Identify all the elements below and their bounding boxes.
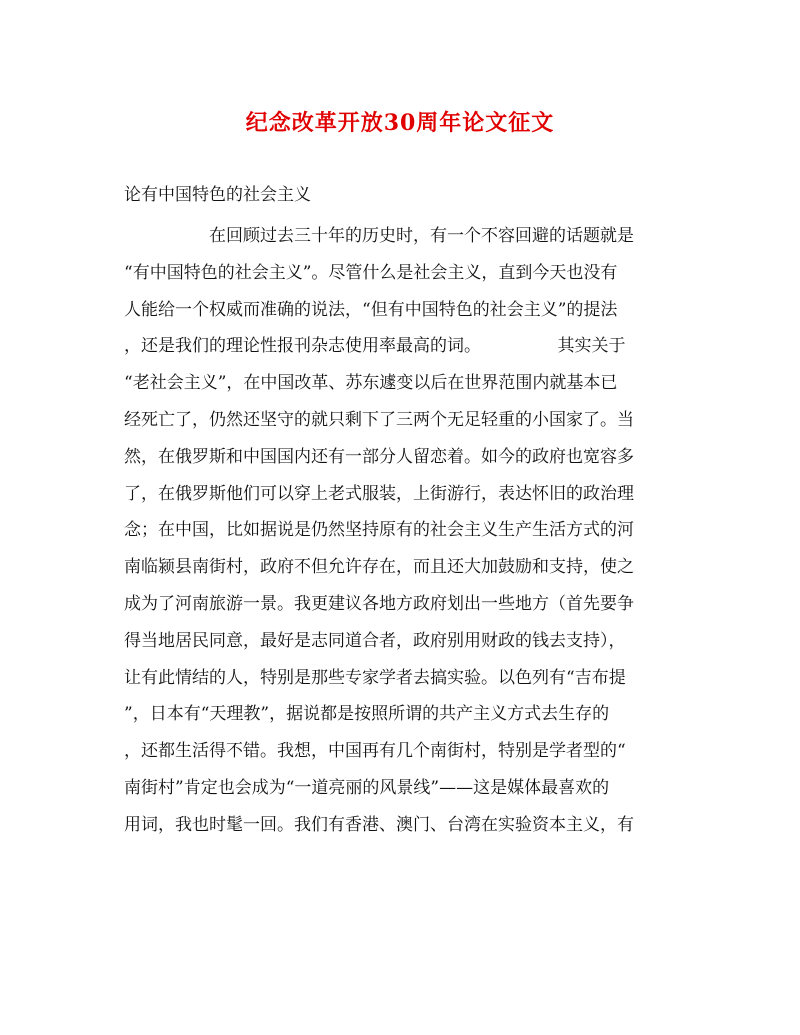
body-line: 让有此情结的人，特别是那些专家学者去搞实验。以色列有“吉布提	[124, 667, 626, 688]
body-line: 然，在俄罗斯和中国国内还有一部分人留恋着。如今的政府也宽容多	[124, 446, 634, 467]
body-line: ，还是我们的理论性报刊杂志使用率最高的词。 其实关于	[124, 336, 626, 357]
body-line: 南街村”肯定也会成为“一道亮丽的风景线”——这是媒体最喜欢的	[124, 777, 610, 798]
body-line: 成为了河南旅游一景。我更建议各地方政府划出一些地方（首先要争	[124, 593, 634, 614]
body-text	[124, 218, 684, 844]
document-subtitle: 论有中国特色的社会主义	[124, 185, 311, 205]
body-line: 用词，我也时髦一回。我们有香港、澳门、台湾在实验资本主义，有	[124, 814, 634, 835]
body-line: “有中国特色的社会主义”。尽管什么是社会主义，直到今天也没有	[124, 262, 618, 283]
body-line: 南临颍县南街村，政府不但允许存在，而且还大加鼓励和支持，使之	[124, 557, 634, 578]
body-line: 念；在中国，比如据说是仍然坚持原有的社会主义生产生活方式的河	[124, 520, 634, 541]
body-line: 经死亡了，仍然还坚守的就只剩下了三两个无足轻重的小国家了。当	[124, 409, 634, 430]
body-line: “老社会主义”，在中国改革、苏东遽变以后在世界范围内就基本已	[124, 373, 618, 394]
document-title: 纪念改革开放30周年论文征文	[245, 110, 555, 136]
body-line: 在回顾过去三十年的历史时，有一个不容回避的话题就是	[124, 226, 634, 246]
body-line: ”，日本有“天理教”，据说都是按照所谓的共产主义方式去生存的	[124, 704, 610, 725]
body-line: ，还都生活得不错。我想，中国再有几个南街村，特别是学者型的“	[124, 741, 626, 762]
body-line: 了，在俄罗斯他们可以穿上老式服装，上街游行，表达怀旧的政治理	[124, 483, 634, 504]
body-line: 得当地居民同意，最好是志同道合者，政府别用财政的钱去支持），	[124, 630, 626, 651]
body-line: 人能给一个权威而准确的说法，“但有中国特色的社会主义”的提法	[124, 299, 618, 320]
